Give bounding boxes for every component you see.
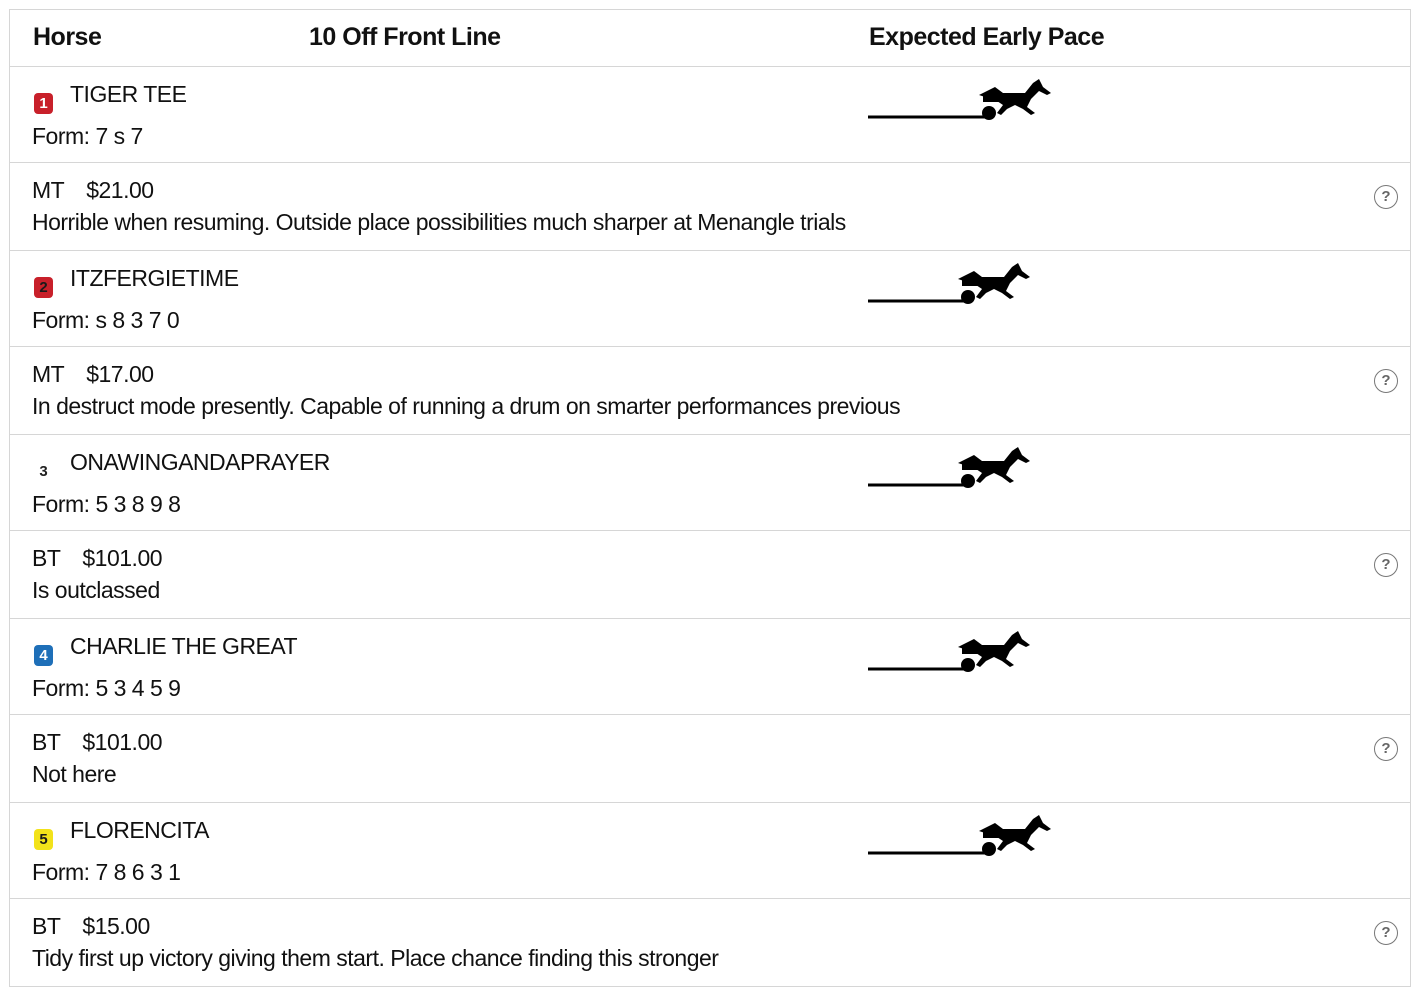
runner-comment: Horrible when resuming. Outside place possibilities much sharper at Menangle trials <box>32 209 846 235</box>
question-circle-icon[interactable]: ? <box>1374 185 1398 209</box>
early-pace-indicator <box>868 811 1108 866</box>
runner-list <box>10 67 1410 987</box>
saddlecloth-number: 3 <box>34 461 53 482</box>
saddlecloth-number: 1 <box>34 93 53 114</box>
early-pace-indicator <box>868 443 1108 498</box>
early-pace-indicator <box>868 627 1108 682</box>
odds-price: $101.00 <box>82 545 163 571</box>
question-circle-icon[interactable]: ? <box>1374 369 1398 393</box>
runner-comment: Is outclassed <box>32 577 160 603</box>
runner-detail-row <box>10 347 1410 435</box>
saddlecloth-number: 2 <box>34 277 53 298</box>
horse-form: Form: 7 s 7 <box>32 123 143 149</box>
horse-name[interactable]: ITZFERGIETIME <box>70 265 239 291</box>
saddlecloth-number: 5 <box>34 829 53 850</box>
horse-name[interactable]: FLORENCITA <box>70 817 209 843</box>
sulky-horse-icon <box>958 447 1030 488</box>
horse-form: Form: s 8 3 7 0 <box>32 307 180 333</box>
odds <box>32 913 150 940</box>
runner-comment: Tidy first up victory giving them start. Place chance finding this stronger <box>32 945 719 971</box>
horse-name[interactable]: TIGER TEE <box>70 81 187 107</box>
odds-price: $17.00 <box>86 361 154 387</box>
runner-detail-row <box>10 531 1410 619</box>
header-front-line: 10 Off Front Line <box>309 23 501 51</box>
runner-row[interactable] <box>10 803 1410 899</box>
runner-row[interactable] <box>10 435 1410 531</box>
early-pace-indicator <box>868 259 1108 314</box>
question-circle-icon[interactable]: ? <box>1374 921 1398 945</box>
horse-name[interactable]: ONAWINGANDAPRAYER <box>70 449 330 475</box>
odds <box>32 177 154 204</box>
runner-row[interactable] <box>10 67 1410 163</box>
odds <box>32 361 154 388</box>
sulky-horse-icon <box>979 815 1051 856</box>
horse-form: Form: 7 8 6 3 1 <box>32 859 181 885</box>
sulky-horse-icon <box>958 631 1030 672</box>
runner-detail-row <box>10 899 1410 987</box>
horse-form: Form: 5 3 8 9 8 <box>32 491 181 517</box>
odds-type: MT <box>32 177 65 203</box>
horse-form: Form: 5 3 4 5 9 <box>32 675 181 701</box>
runner-comment: In destruct mode presently. Capable of running a drum on smarter performances previous <box>32 393 901 419</box>
runner-row[interactable] <box>10 251 1410 347</box>
saddlecloth-number: 4 <box>34 645 53 666</box>
odds-price: $15.00 <box>82 913 150 939</box>
question-circle-icon[interactable]: ? <box>1374 553 1398 577</box>
odds <box>32 545 162 572</box>
sulky-horse-icon <box>958 263 1030 304</box>
runner-detail-row <box>10 715 1410 803</box>
horse-name[interactable]: CHARLIE THE GREAT <box>70 633 298 659</box>
odds-type: BT <box>32 913 61 939</box>
odds <box>32 729 162 756</box>
header-early-pace: Expected Early Pace <box>869 23 1105 51</box>
runners-table <box>9 9 1411 987</box>
odds-type: MT <box>32 361 65 387</box>
early-pace-indicator <box>868 75 1108 130</box>
question-circle-icon[interactable]: ? <box>1374 737 1398 761</box>
sulky-horse-icon <box>979 79 1051 120</box>
runner-comment: Not here <box>32 761 117 787</box>
odds-price: $21.00 <box>86 177 154 203</box>
header-horse: Horse <box>33 23 102 51</box>
odds-type: BT <box>32 729 61 755</box>
odds-price: $101.00 <box>82 729 163 755</box>
runner-detail-row <box>10 163 1410 251</box>
runner-row[interactable] <box>10 619 1410 715</box>
odds-type: BT <box>32 545 61 571</box>
table-header <box>10 10 1410 67</box>
